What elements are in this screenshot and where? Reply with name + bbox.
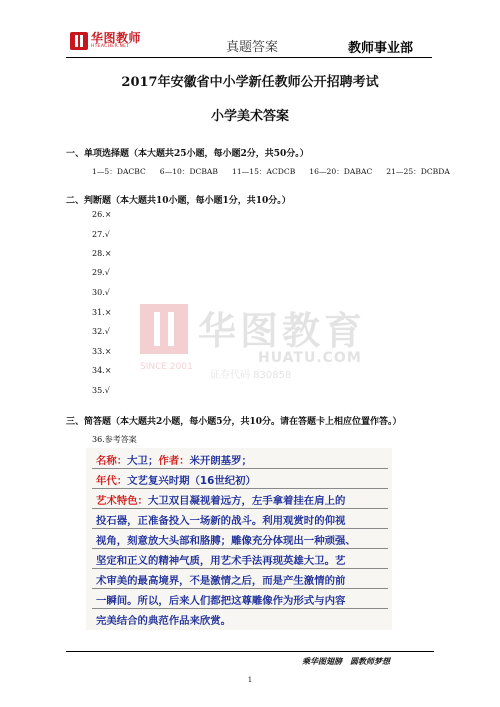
section-heading-short-answer: 三、简答题（本大题共2小题，每小题5分，共10分。请在答题卡上相应位置作答。） xyxy=(66,417,402,427)
answer-group: 21—25：DCBDA xyxy=(386,167,450,176)
judgement-item: 32.√ xyxy=(92,327,110,336)
answer-line-name xyxy=(96,452,252,467)
handwritten-answer-card xyxy=(86,448,392,630)
answer-group: 11—15：ACDCB xyxy=(232,167,296,176)
label-era: 年代： xyxy=(96,475,128,487)
answer-line: 视角，刻意放大头部和胳膊；雕像充分体现出一种顽强、 xyxy=(96,535,356,547)
judgement-item: 26.× xyxy=(92,210,112,219)
value-era: 文艺复兴时期（16世纪初） xyxy=(127,475,256,487)
watermark-stock-code: 证券代码 830858 xyxy=(210,370,292,381)
reference-answer-label: 36.参考答案 xyxy=(92,435,137,444)
value-name: 大卫； xyxy=(127,455,159,467)
value-features: 大卫双目凝视着远方，左手拿着挂在肩上的 xyxy=(147,495,346,507)
ruled-line xyxy=(92,568,388,569)
section-heading-multiple-choice: 一、单项选择题（本大题共25小题，每小题2分，共50分。） xyxy=(66,149,309,159)
label-name: 名称： xyxy=(96,455,128,467)
ruled-line xyxy=(92,508,388,509)
answer-line: 坚定和正义的精神气质，用艺术手法再现英雄大卫。艺 xyxy=(96,555,346,567)
ruled-line xyxy=(92,548,388,549)
multiple-choice-answers xyxy=(92,166,464,177)
judgement-item: 27.√ xyxy=(92,230,110,239)
judgement-item: 31.× xyxy=(92,308,112,317)
huatu-watermark xyxy=(140,300,410,380)
answer-line: 一瞬间。所以，后来人们都把这尊雕像作为形式与内容 xyxy=(96,595,346,607)
ruled-line xyxy=(92,608,388,609)
logo-text xyxy=(91,32,141,50)
watermark-since: SINCE 2001 xyxy=(140,362,193,372)
logo-url: HTEACHER.NET xyxy=(91,44,130,50)
header-right-text: 教师事业部 xyxy=(348,41,414,56)
answer-group: 16—20：DABAC xyxy=(309,167,373,176)
judgement-item: 28.× xyxy=(92,249,112,258)
judgement-item: 29.√ xyxy=(92,268,110,277)
ruled-line xyxy=(92,588,388,589)
answer-line-era xyxy=(96,472,256,487)
logo-name: 华图教师 xyxy=(91,31,142,46)
label-author: 作者： xyxy=(158,455,190,467)
watermark-url: HUATU.COM xyxy=(258,350,362,366)
watermark-logo-icon xyxy=(140,304,188,354)
judgement-item: 34.× xyxy=(92,366,112,375)
page-number: 1 xyxy=(247,676,253,684)
judgement-item: 35.√ xyxy=(92,386,110,395)
ruled-line xyxy=(92,468,388,469)
ruled-line xyxy=(92,528,388,529)
header-center-text: 真题答案 xyxy=(226,40,279,55)
judgement-item: 33.× xyxy=(92,347,112,356)
ruled-line xyxy=(92,488,388,489)
answer-line: 术审美的最高境界，不是激情之后，而是产生激情的前 xyxy=(96,575,346,587)
huatu-logo-icon xyxy=(70,32,88,50)
label-features: 艺术特色： xyxy=(96,495,148,507)
document-subtitle: 小学美术答案 xyxy=(210,109,289,124)
watermark-name: 华图教育 xyxy=(198,309,367,353)
huatu-logo xyxy=(70,31,150,51)
judgement-item: 30.√ xyxy=(92,288,110,297)
answer-line: 完美结合的典范作品来欣赏。 xyxy=(96,615,232,627)
footer-divider xyxy=(66,651,434,652)
value-author: 米开朗基罗； xyxy=(189,455,252,467)
header-divider xyxy=(66,57,432,58)
answer-line-features xyxy=(96,492,345,507)
document-title: 2017年安徽省中小学新任教师公开招聘考试 xyxy=(121,75,379,90)
answer-group: 1—5：DACBC xyxy=(92,167,146,176)
footer-slogan: 乘华图翅膀 圆教师梦想 xyxy=(302,656,390,666)
answer-line: 投石器，正准备投入一场新的战斗。利用观赏时的仰视 xyxy=(96,515,346,527)
answer-group: 6—10：DCBAB xyxy=(159,167,218,176)
section-heading-true-false: 二、判断题（本大题共10小题，每小题1分，共10分。） xyxy=(66,196,291,206)
